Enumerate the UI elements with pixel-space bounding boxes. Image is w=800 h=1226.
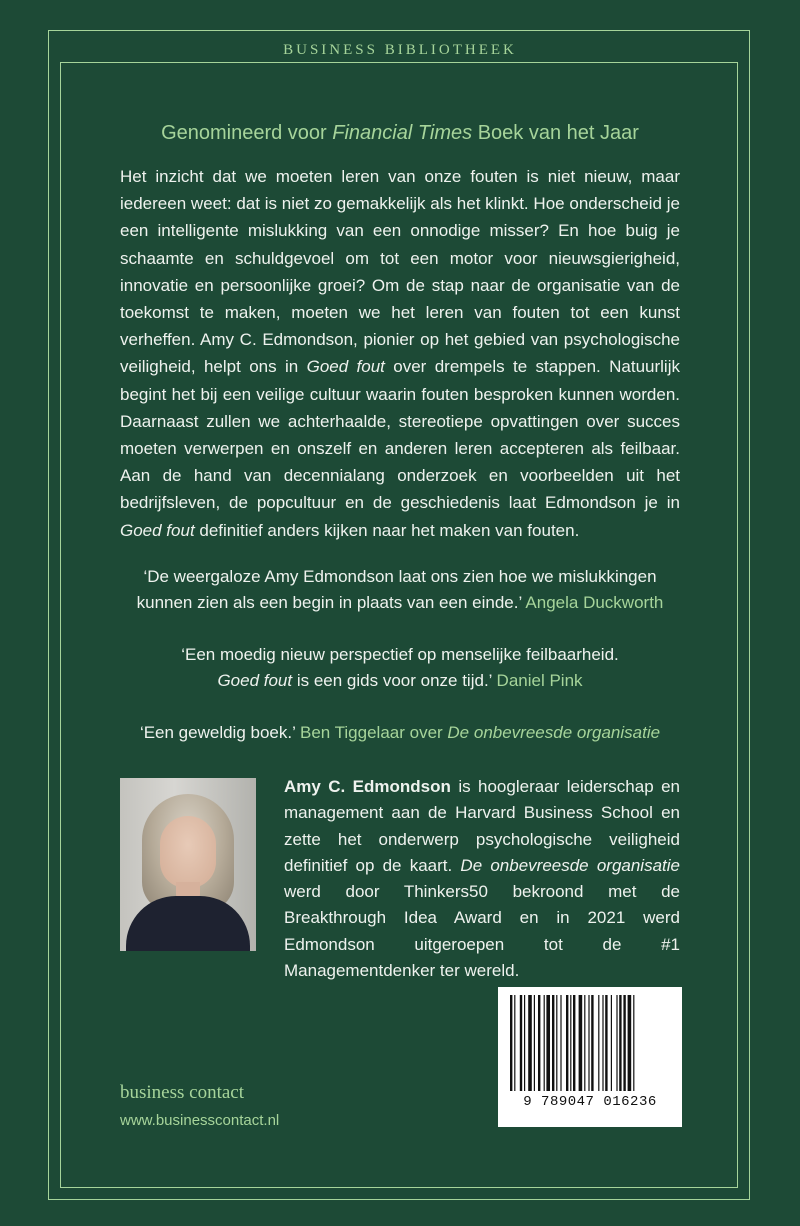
quote-book-title: De onbevreesde organisatie <box>447 723 661 742</box>
isbn-barcode <box>498 987 682 1127</box>
quote-pink: ‘Een moedig nieuw perspectief op menselijke feilbaarheid. Goed fout is een gids voor onze tijd.’ Daniel Pink <box>181 645 619 690</box>
quote-author: Daniel Pink <box>496 671 583 690</box>
series-label: BUSINESS BIBLIOTHEEK <box>0 42 800 59</box>
quote-tiggelaar: ‘Een geweldig boek.’ Ben Tiggelaar over De onbevreesde organisatie <box>139 723 661 742</box>
quote-duckworth: ‘De weergaloze Amy Edmondson laat ons zien hoe we mislukkingen kunnen zien als een begin in plaats van een einde.’ Angela Duckworth <box>136 567 664 612</box>
publisher-logo: business contact <box>120 1082 245 1103</box>
publisher-website: www.businesscontact.nl <box>120 1112 280 1129</box>
quote-author: Ben Tiggelaar over <box>299 723 448 742</box>
author-bio: Amy C. Edmondson is hoogleraar leiderschap en management aan de Harvard Business School en zette het onderwerp psychologische veiligheid definitief op de kaart. De onbevreesde organisatie werd door Thinkers50 bekroond met de Breakthrough Idea Award en in 2021 werd Edmondson uitgeroepen tot de #1 Managementdenker ter wereld. <box>284 777 680 981</box>
blurb-text: Het inzicht dat we moeten leren van onze fouten is niet nieuw, maar iedereen weet: dat is niet zo gemakkelijk als het klinkt. Hoe onderscheid je een intelligente mislukking van een onnodige misser? En hoe buig je schaamte en schuldgevoel om tot een motor voor nieuwsgierigheid, innovatie en persoonlijke groei? Om de stap naar de organisatie van de toekomst te maken, moeten we het leren van fouten tot een kunst verheffen. Amy C. Edmondson, pionier op het gebied van psychologische veiligheid, helpt ons in Goed fout over drempels te stappen. Natuurlijk begint het bij een veilige cultuur waarin fouten besproken kunnen worden. Daarnaast zullen we achterhaalde, stereotiepe opvattingen over succes moeten verwerpen en onszelf en anderen leren accepteren als feilbaar. Aan de hand van decennialang onderzoek en voorbeelden uit het bedrijfsleven, de popcultuur en de geschiedenis laat Edmondson je in Goed fout definitief anders kijken naar het maken van fouten. <box>120 167 680 540</box>
quote-author: Angela Duckworth <box>525 593 664 612</box>
barcode-bars <box>508 995 672 1091</box>
isbn-number: 9 789047 016236 <box>523 1094 657 1110</box>
headline: Genomineerd voor Financial Times Boek van het Jaar <box>161 122 639 144</box>
author-photo <box>120 778 256 951</box>
